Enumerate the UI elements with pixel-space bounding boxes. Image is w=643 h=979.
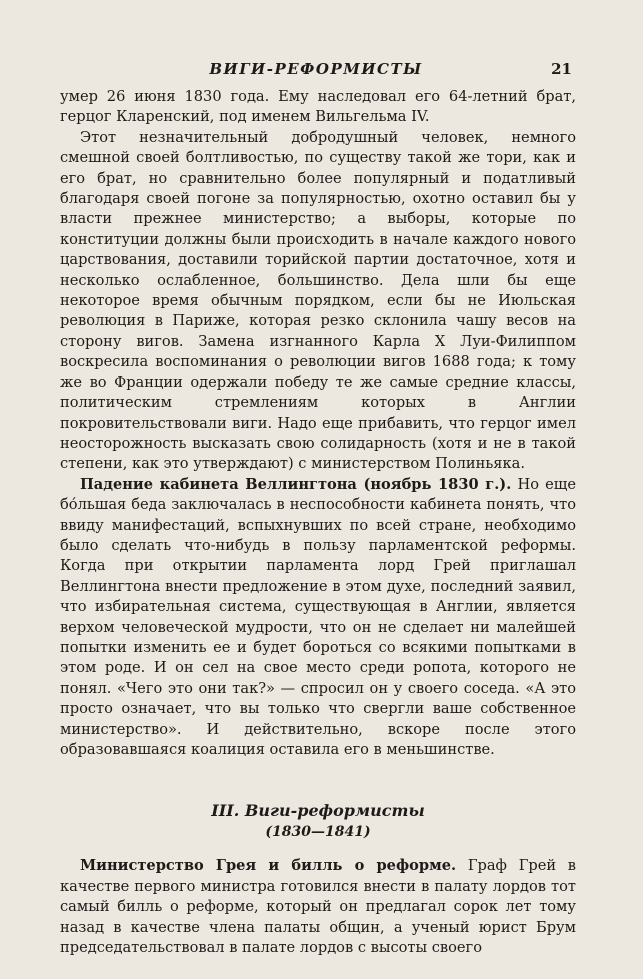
paragraph-lead: Падение кабинета Веллингтона (ноябрь 1830 г.). [80,475,512,493]
paragraph [60,87,576,128]
page-number: 21 [551,60,572,78]
section-heading [60,800,576,842]
paragraph [60,475,576,761]
paragraph-text: умер 26 июня 1830 года. Ему наследовал его 64-летний брат, герцог Кларенский, под именем Вильгельма IV. [60,88,576,126]
paragraph-text: Этот незначительный добродушный человек, немного смешной своей болтливостью, по существу такой же тори, как и его брат, но сравнительно более популярный и податливый благодаря своей погоне за популярностью, охотно оставил бы у власти прежнее министерство; а выборы, которые по конституции должны были происходить в начале каждого нового царствования, доставили торийской партии достаточное, хотя и несколько ослабленное, большинство. Дела шли бы еще некоторое время обычным порядком, если бы не Июльская революция в Париже, которая резко склонила чашу весов на сторону вигов. Замена изгнанного Карла X Луи-Филиппом воскресила воспоминания о революции вигов 1688 года; к тому же во Франции одержали победу те же самые средние классы, политическим стремлениям которых в Англии покровительствовали виги. Надо еще прибавить, что герцог имел неосторожность высказать свою солидарность (хотя и не в такой степени, как это утверждают) с министерством Полиньяка. [60,128,576,473]
running-head: ВИГИ-РЕФОРМИСТЫ [209,60,423,78]
paragraph-text: Но еще бо́льшая беда заключалась в неспособности кабинета понять, что ввиду манифестаций, вспыхнувших по всей стране, необходимо было сделать что-нибудь в пользу парламентской реформы. Когда при открытии парламента лорд Грей приглашал Веллингтона внести предложение в этом духе, последний заявил, что избирательная система, существующая в Англии, является верхом человеческой мудрости, что он не сделает ни малейшей попытки изменить ее и будет бороться со всякими попытками в этом роде. И он сел на свое место среди ропота, которого не понял. «Чего это они так?» — спросил он у своего соседа. «А это просто означает, что вы только что свергли ваше собственное министерство». И действительно, вскоре после этого образовавшаяся коалиция оставила его в меньшинстве. [60,475,576,758]
body-text [60,87,576,958]
section-dates: (1830—1841) [265,824,371,841]
section-title: III. Виги-реформисты [211,801,425,821]
paragraph [60,128,576,475]
paragraph-lead: Министерство Грея и билль о реформе. [80,857,457,875]
paragraph-text: Граф Грей в качестве первого министра готовился внести в палату лордов тот самый билль о реформе, который он предлагал сорок лет тому назад в качестве члена палаты общин, а ученый юрист Брум председательствовал в палате лордов с высоты своего [60,857,577,957]
paragraph [60,856,576,958]
page-header [60,60,572,82]
